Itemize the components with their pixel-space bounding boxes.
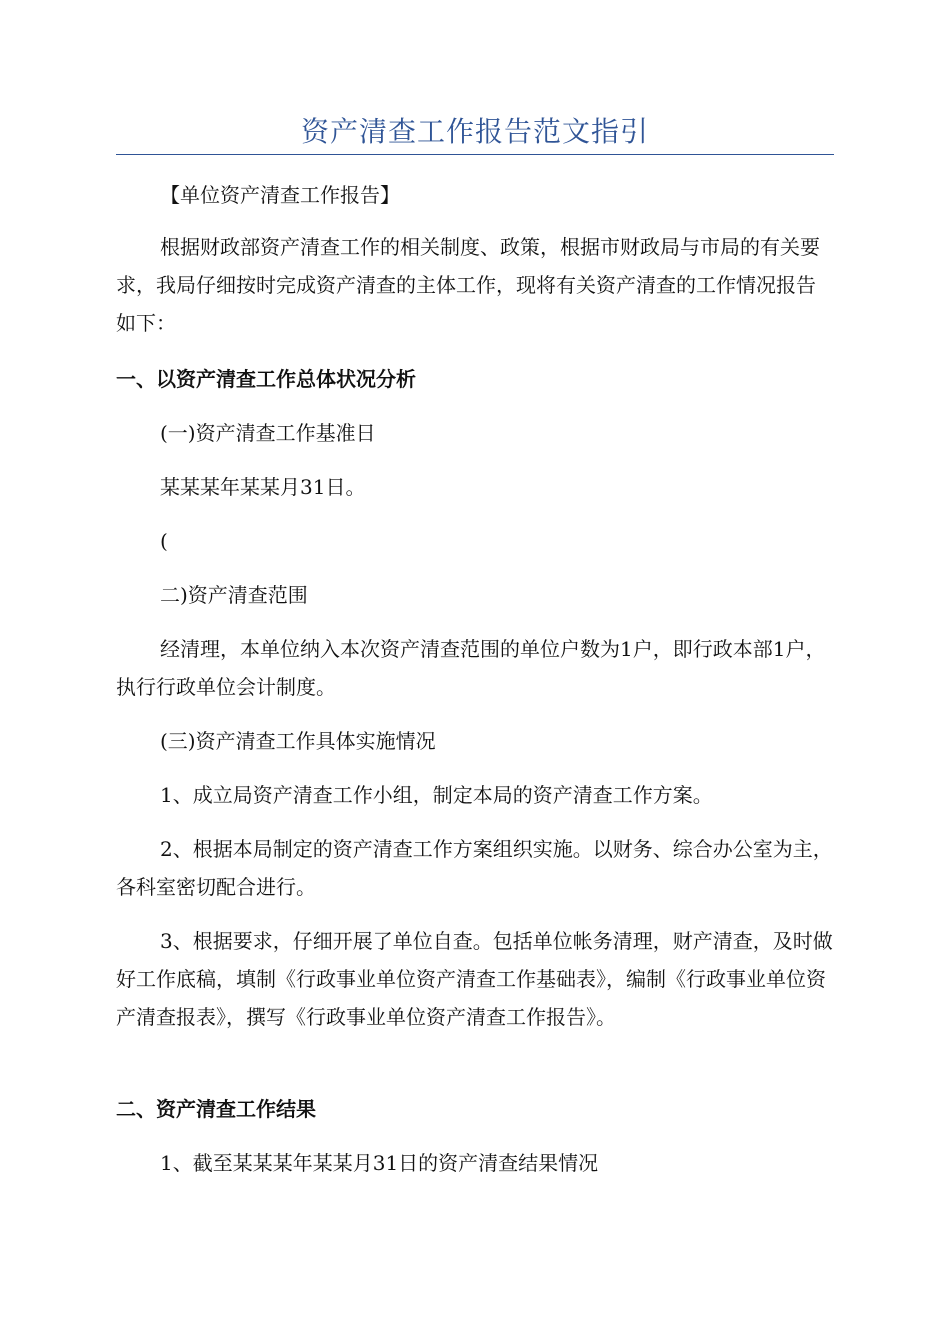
section-1-item-3: 3、根据要求，仔细开展了单位自查。包括单位帐务清理，财产清查，及时做好工作底稿，填制《行政事业单位资产清查工作基础表》，编制《行政事业单位资产清查报表》，撰写《行政事业单位资产清查工作报告》。 xyxy=(116,929,833,1029)
section-1-item-1: 1、成立局资产清查工作小组，制定本局的资产清查工作方案。 xyxy=(160,783,713,807)
section-1-sub-1-text: 某某某年某某月31日。 xyxy=(160,475,366,499)
section-1-sub-2-open-paren: ( xyxy=(160,529,168,553)
section-1-heading: 一、以资产清查工作总体状况分析 xyxy=(116,367,416,391)
section-2-heading: 二、资产清查工作结果 xyxy=(116,1097,316,1121)
document-title: 资产清查工作报告范文指引 xyxy=(300,115,649,148)
intro-paragraph: 根据财政部资产清查工作的相关制度、政策，根据市财政局与市局的有关要求，我局仔细按时完成资产清查的主体工作，现将有关资产清查的工作情况报告如下： xyxy=(116,235,820,335)
section-1-item-2: 2、根据本局制定的资产清查工作方案组织实施。以财务、综合办公室为主，各科室密切配合进行。 xyxy=(116,837,833,899)
section-1-sub-3-heading: (三)资产清查工作具体实施情况 xyxy=(160,729,436,753)
section-1-sub-2-text: 经清理，本单位纳入本次资产清查范围的单位户数为1户，即行政本部1户，执行行政单位会计制度。 xyxy=(116,637,826,699)
report-subtitle: 【单位资产清查工作报告】 xyxy=(160,183,400,207)
title-underline xyxy=(116,154,834,155)
section-1-sub-2-heading: 二)资产清查范围 xyxy=(160,583,308,607)
section-1-sub-1-heading: (一)资产清查工作基准日 xyxy=(160,421,376,445)
section-2-item-1: 1、截至某某某年某某月31日的资产清查结果情况 xyxy=(160,1151,599,1175)
